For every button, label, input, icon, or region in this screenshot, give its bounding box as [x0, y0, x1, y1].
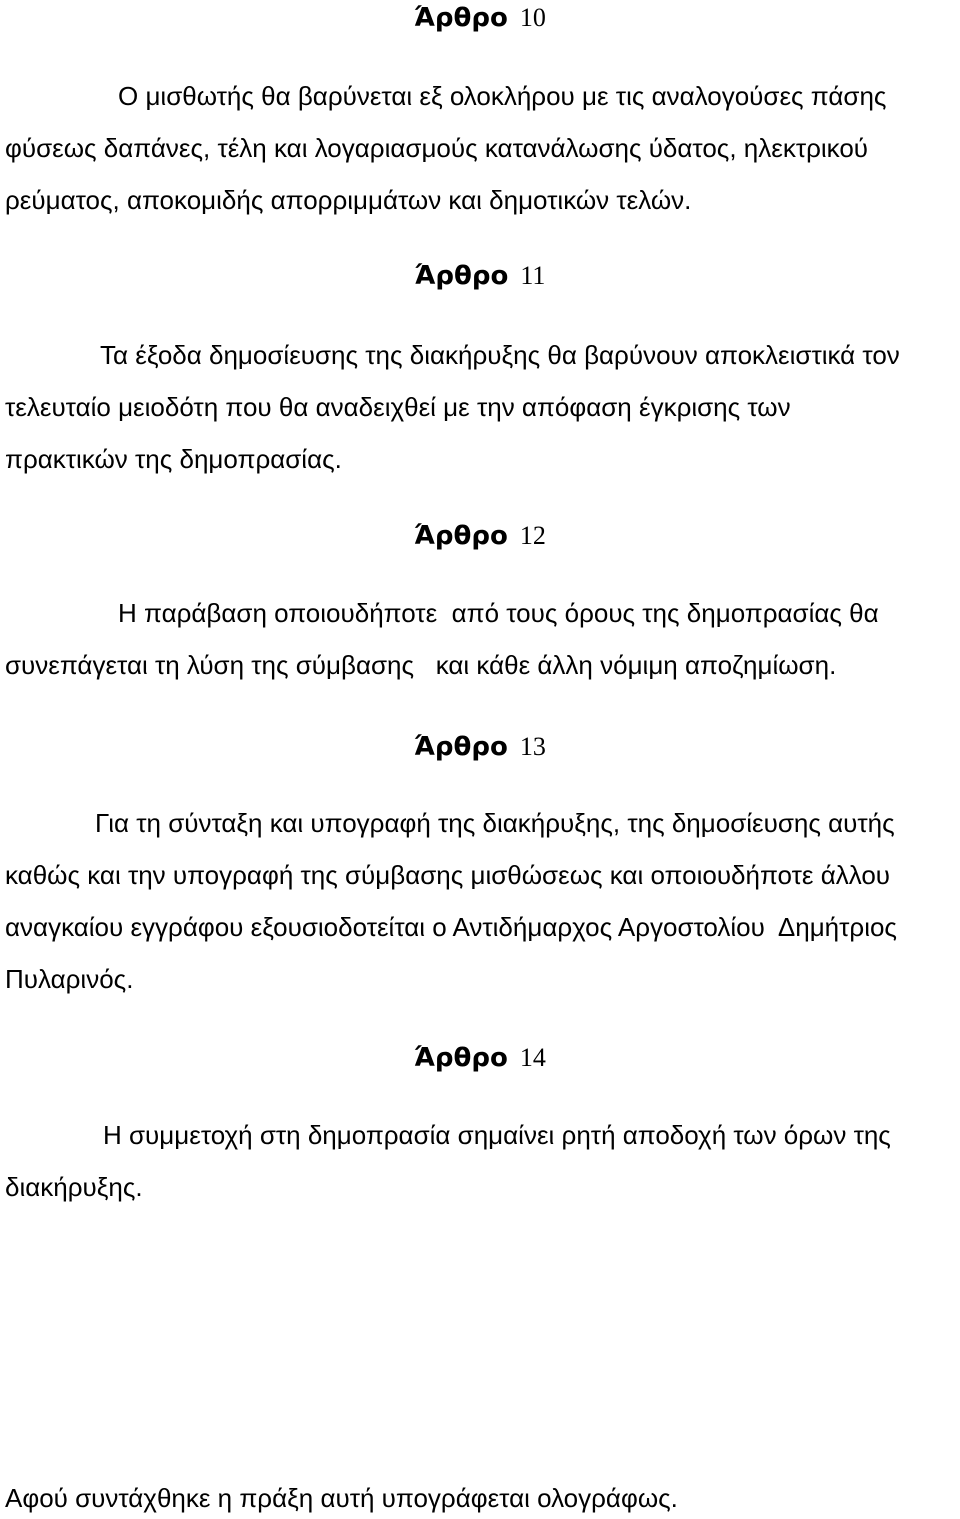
article-12-heading-number: 12: [519, 521, 546, 550]
article-10-heading-number: 10: [519, 3, 546, 32]
article-13-line-1: Για τη σύνταξη και υπογραφή της διακήρυξης, της δημοσίευσης αυτής: [95, 808, 895, 838]
article-10-text: [5, 70, 955, 226]
article-10-heading-word: Άρθρο: [414, 3, 508, 33]
article-11-line-3: πρακτικών της δημοπρασίας.: [5, 444, 342, 474]
article-11-heading-number: 11: [520, 261, 546, 290]
article-10-line-2: [5, 122, 955, 174]
article-13-line-3: αναγκαίου εγγράφου εξουσιοδοτείται ο Αντιδήμαρχος Αργοστολίου Δημήτριος: [5, 912, 897, 942]
article-14-heading-word: Άρθρο: [414, 1043, 508, 1073]
article-13-text: [5, 797, 955, 1005]
article-13-heading-word: Άρθρο: [414, 732, 508, 762]
article-10-line-3: ρεύματος, αποκομιδής απορριμμάτων και δημοτικών τελών.: [5, 185, 692, 215]
article-13-heading: [0, 729, 960, 764]
article-12-heading-word: Άρθρο: [414, 521, 508, 551]
article-11-line-2: τελευταίο μειοδότη που θα αναδειχθεί με την απόφαση έγκρισης των: [5, 392, 791, 422]
article-11-text: [5, 329, 955, 485]
article-12-text: [5, 587, 955, 691]
article-12-heading: [0, 518, 960, 553]
article-14-text: [5, 1109, 955, 1213]
closing-text: Αφού συντάχθηκε η πράξη αυτή υπογράφεται ολογράφως.: [5, 1483, 678, 1513]
article-11-heading-word: Άρθρο: [414, 261, 509, 291]
article-11-line-1: Τα έξοδα δημοσίευσης της διακήρυξης θα βαρύνουν αποκλειστικά τον: [100, 340, 900, 370]
closing-statement: [5, 1480, 955, 1516]
article-14-heading-number: 14: [519, 1043, 546, 1072]
article-14-line-2: διακήρυξης.: [5, 1172, 143, 1202]
article-12-line-2: συνεπάγεται τη λύση της σύμβασης και κάθε άλλη νόμιμη αποζημίωση.: [5, 650, 837, 680]
article-13-line-4: Πυλαρινός.: [5, 964, 134, 994]
line-text: φύσεως δαπάνες, τέλη και λογαριασμούς κατανάλωσης ύδατος, ηλεκτρικού: [5, 133, 869, 163]
line-text: Ο μισθωτής θα βαρύνεται εξ ολοκλήρου με τις αναλογούσες πάσης: [118, 81, 887, 111]
article-14-line-1: Η συμμετοχή στη δημοπρασία σημαίνει ρητή αποδοχή των όρων της: [103, 1120, 891, 1150]
article-10-heading: [0, 0, 960, 35]
article-14-heading: [0, 1040, 960, 1075]
article-12-line-1: Η παράβαση οποιουδήποτε από τους όρους της δημοπρασίας θα: [118, 598, 879, 628]
article-13-heading-number: 13: [519, 732, 546, 761]
article-11-heading: [0, 258, 960, 293]
article-10-line-1: [5, 70, 955, 122]
article-13-line-2: καθώς και την υπογραφή της σύμβασης μισθώσεως και οποιουδήποτε άλλου: [5, 860, 891, 890]
